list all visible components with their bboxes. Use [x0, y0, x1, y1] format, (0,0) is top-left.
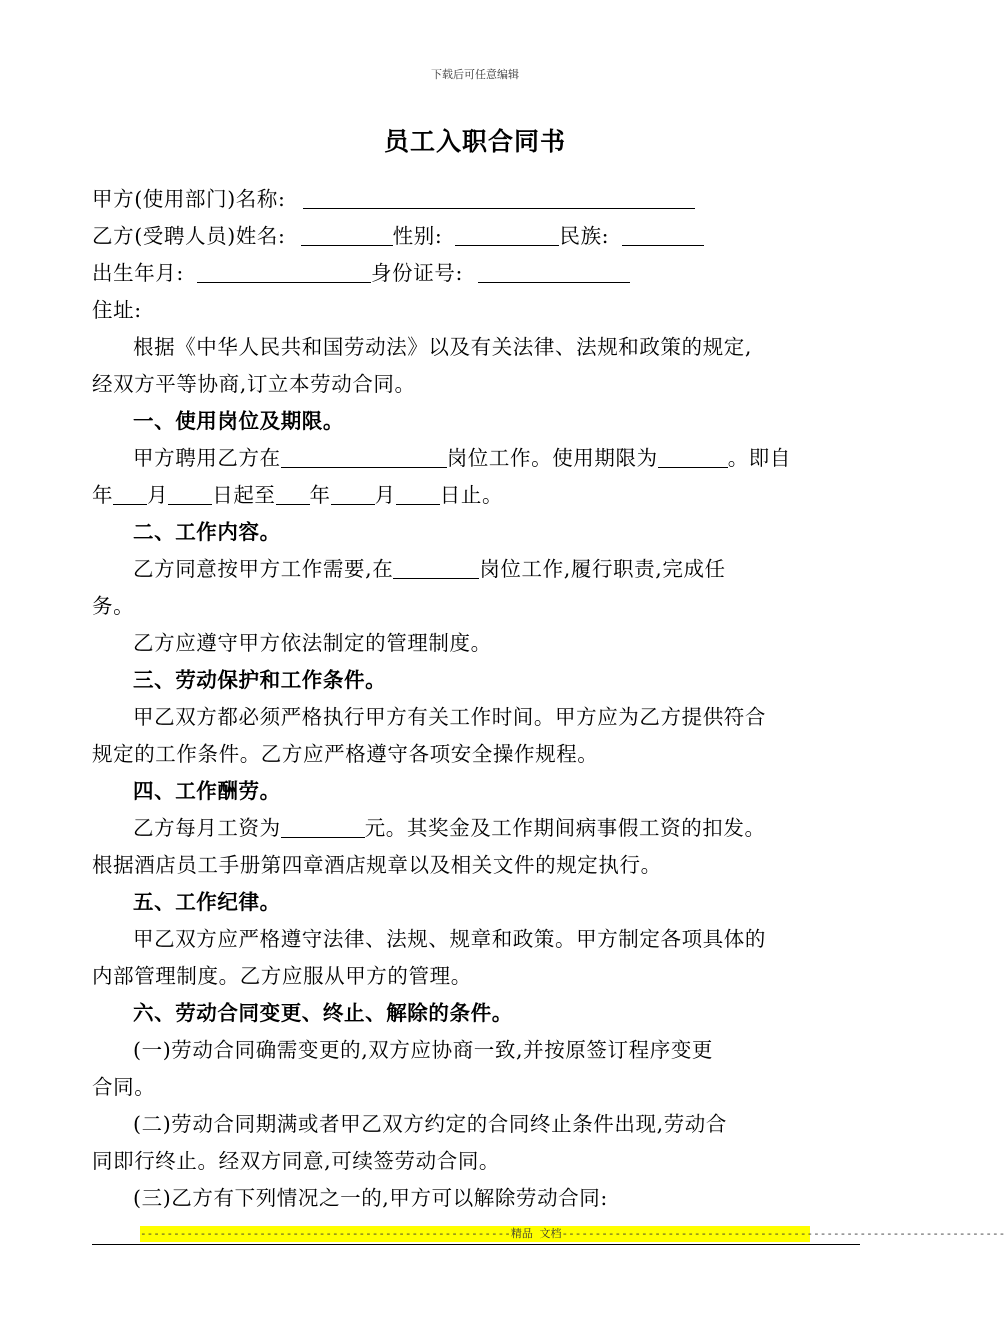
- section-2-para-line-2: 务。: [92, 594, 135, 618]
- gender-blank[interactable]: [455, 223, 559, 246]
- section-6-item-1-line-2: 合同。: [92, 1075, 156, 1099]
- gender-label: 性别:: [392, 224, 443, 248]
- sec1-text-b: 岗位工作。使用期限为: [446, 446, 658, 470]
- id-label: 身份证号:: [371, 261, 463, 285]
- end-day-blank[interactable]: [396, 482, 440, 505]
- end-month-blank[interactable]: [331, 482, 375, 505]
- footer-divider: [92, 1244, 860, 1245]
- party-a-label: 甲方(使用部门)名称:: [92, 187, 286, 211]
- sec4-text-b: 元。其奖金及工作期间病事假工资的扣发。: [364, 816, 766, 840]
- start-day-label: 日起至: [212, 483, 276, 507]
- ethnicity-label: 民族:: [559, 224, 610, 248]
- contract-body: [92, 181, 862, 1217]
- sec1-text-a: 甲方聘用乙方在: [133, 446, 281, 470]
- start-month-label: 月: [147, 483, 169, 507]
- footer-watermark-bar: --------------------------------------------------------精品 文档-------------------------------------------------------------------: [140, 1227, 1005, 1240]
- section-1-para-line-1: [92, 440, 862, 477]
- end-year-label: 年: [309, 483, 331, 507]
- start-year-label: 年: [92, 483, 114, 507]
- party-b-label: 乙方(受聘人员)姓名:: [92, 224, 286, 248]
- start-month-blank[interactable]: [113, 482, 147, 505]
- section-3-para-line-2: 规定的工作条件。乙方应严格遵守各项安全操作规程。: [92, 742, 599, 766]
- birth-id-line: [92, 255, 862, 292]
- ethnicity-blank[interactable]: [622, 223, 704, 246]
- document-title: 员工入职合同书: [383, 127, 566, 156]
- sec1-text-c: 。即自: [727, 446, 792, 470]
- section-6-item-1-line-1: (一)劳动合同确需变更的,双方应协商一致,并按原签订程序变更: [133, 1038, 714, 1062]
- sec2-text-b: 岗位工作,履行职责,完成任: [479, 557, 726, 581]
- job-position-blank[interactable]: [393, 556, 479, 579]
- section-6-item-2-line-1: (二)劳动合同期满或者甲乙双方约定的合同终止条件出现,劳动合: [133, 1112, 728, 1136]
- address-line: [92, 292, 862, 329]
- party-a-name-blank[interactable]: [303, 186, 695, 209]
- section-6-item-3-line-1: (三)乙方有下列情况之一的,甲方可以解除劳动合同:: [133, 1186, 608, 1210]
- section-1-title: 一、使用岗位及期限。: [133, 409, 344, 433]
- section-2-para-line-1: [92, 551, 862, 588]
- preamble-line-2: 经双方平等协商,订立本劳动合同。: [92, 372, 416, 396]
- section-3-para-line-1: 甲乙双方都必须严格执行甲方有关工作时间。甲方应为乙方提供符合: [133, 705, 766, 729]
- header-note: 下载后可任意编辑: [431, 68, 519, 81]
- salary-blank[interactable]: [281, 815, 365, 838]
- id-number-blank[interactable]: [478, 260, 630, 283]
- section-5-para-line-2: 内部管理制度。乙方应服从甲方的管理。: [92, 964, 472, 988]
- section-4-para-line-2: 根据酒店员工手册第四章酒店规章以及相关文件的规定执行。: [92, 853, 662, 877]
- section-5-title: 五、工作纪律。: [133, 890, 281, 914]
- end-month-label: 月: [374, 483, 396, 507]
- section-1-para-line-2: [92, 477, 862, 514]
- start-day-blank[interactable]: [168, 482, 212, 505]
- term-blank[interactable]: [658, 445, 728, 468]
- sec4-text-a: 乙方每月工资为: [133, 816, 281, 840]
- section-5-para-line-1: 甲乙双方应严格遵守法律、法规、规章和政策。甲方制定各项具体的: [133, 927, 766, 951]
- section-3-title: 三、劳动保护和工作条件。: [133, 668, 387, 692]
- section-6-item-2-line-2: 同即行终止。经双方同意,可续签劳动合同。: [92, 1149, 501, 1173]
- position-blank[interactable]: [281, 445, 447, 468]
- section-4-title: 四、工作酬劳。: [133, 779, 281, 803]
- sec2-text-a: 乙方同意按甲方工作需要,在: [133, 557, 394, 581]
- party-b-name-blank[interactable]: [301, 223, 393, 246]
- birth-label: 出生年月:: [92, 261, 184, 285]
- party-b-line: [92, 218, 862, 255]
- section-6-title: 六、劳动合同变更、终止、解除的条件。: [133, 1001, 513, 1025]
- section-2-para-2: 乙方应遵守甲方依法制定的管理制度。: [133, 631, 492, 655]
- section-2-title: 二、工作内容。: [133, 520, 281, 544]
- end-year-blank[interactable]: [276, 482, 310, 505]
- preamble-line-1: 根据《中华人民共和国劳动法》以及有关法律、法规和政策的规定,: [133, 335, 753, 359]
- section-4-para-line-1: [92, 810, 862, 847]
- birth-date-blank[interactable]: [197, 260, 371, 283]
- party-a-line: [92, 181, 862, 218]
- end-day-label: 日止。: [439, 483, 504, 507]
- address-label: 住址:: [92, 298, 142, 322]
